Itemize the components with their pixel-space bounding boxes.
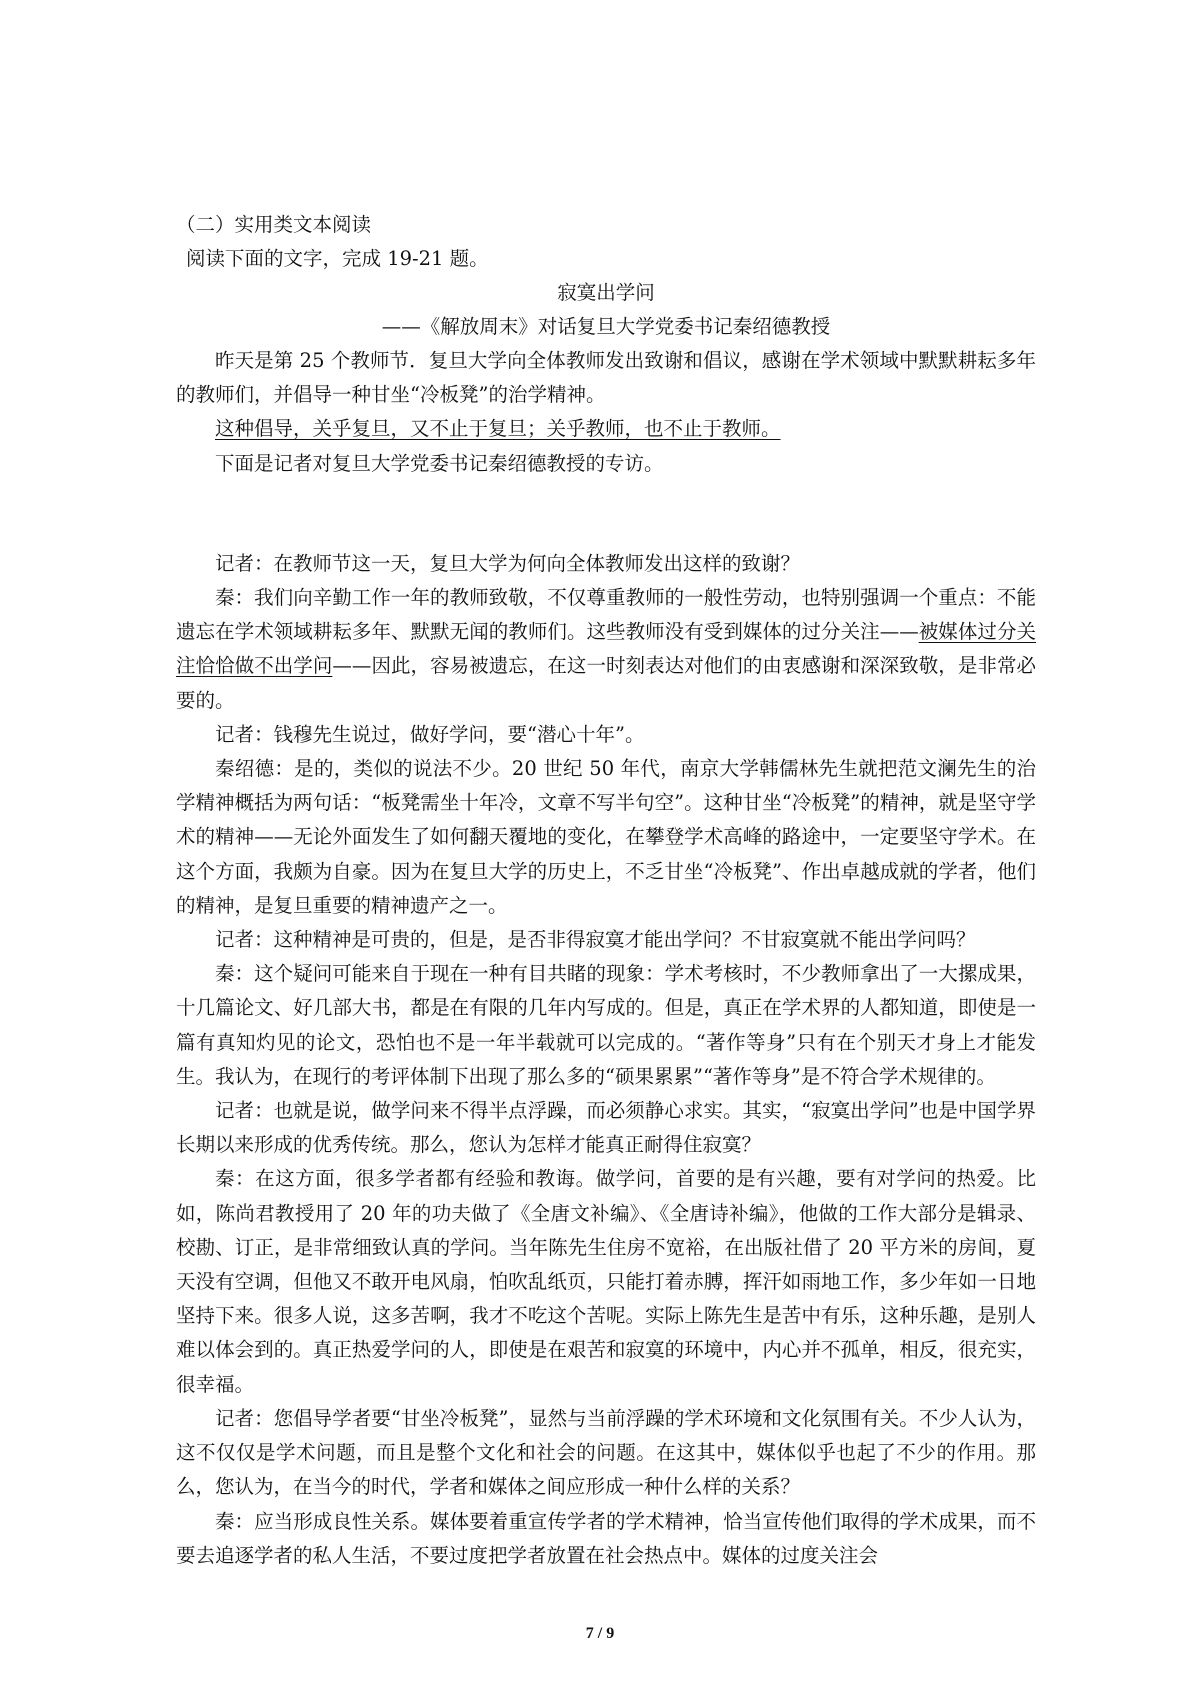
interview-question-5: 记者：您倡导学者要“甘坐冷板凳”，显然与当前浮躁的学术环境和文化氛围有关。不少人认为，这不仅仅是学术问题，而且是整个文化和社会的问题。在这其中，媒体似乎也起了不少的作用。那么，您认为，在当今的时代，学者和媒体之间应形成一种什么样的关系？ bbox=[176, 1406, 1036, 1499]
section-heading: （二）实用类文本阅读 bbox=[176, 213, 372, 236]
interview-answer-5: 秦：应当形成良性关系。媒体要着重宣传学者的学术精神，恰当宣传他们取得的学术成果，而不要去追逐学者的私人生活，不要过度把学者放置在社会热点中。媒体的过度关注会 bbox=[176, 1509, 1036, 1567]
intro-paragraph-1: 昨天是第 25 个教师节．复旦大学向全体教师发出致谢和倡议，感谢在学术领域中默默耕耘多年的教师们，并倡导一种甘坐“冷板凳”的治学精神。 bbox=[176, 349, 1036, 407]
answer-1-text-end: ——因此，容易被遗忘，在这一时刻表达对他们的由衷感谢和深深致敬，是非常必要的。 bbox=[176, 654, 1036, 712]
underlined-sentence: 这种倡导，关乎复旦，又不止于复旦；关乎教师，也不止于教师。 bbox=[215, 417, 781, 441]
article-title: 寂寞出学问 bbox=[557, 281, 655, 304]
intro-paragraph-3: 下面是记者对复旦大学党委书记秦绍德教授的专访。 bbox=[215, 451, 664, 475]
interview-answer-1 bbox=[176, 581, 1036, 718]
page-number: 7 / 9 bbox=[585, 1625, 615, 1642]
blank-gap bbox=[176, 481, 1036, 547]
interview-question-2: 记者：钱穆先生说过，做好学问，要“潜心十年”。 bbox=[215, 722, 645, 746]
interview-answer-2: 秦绍德：是的，类似的说法不少。20 世纪 50 年代，南京大学韩儒林先生就把范文澜先生的治学精神概括为两句话：“板凳需坐十年冷，文章不写半句空”。这种甘坐“冷板凳”的精神，就是坚守学术的精神——无论外面发生了如何翻天覆地的变化，在攀登学术高峰的路途中，一定要坚守学术。在这个方面，我颇为自豪。因为在复旦大学的历史上，不乏甘坐“冷板凳”、作出卓越成就的学者，他们的精神，是复旦重要的精神遗产之一。 bbox=[176, 757, 1036, 917]
intro-paragraph-2 bbox=[176, 412, 1036, 446]
interview-answer-4: 秦：在这方面，很多学者都有经验和教诲。做学问，首要的是有兴趣，要有对学问的热爱。比如，陈尚君教授用了 20 年的功夫做了《全唐文补编》、《全唐诗补编》，他做的工作大部分是辑录、校勘、订正，是非常细致认真的学问。当年陈先生住房不宽裕，在出版社借了 20 平方米的房间，夏天没有空调，但他又不敢开电风扇，怕吹乱纸页，只能打着赤膊，挥汗如雨地工作，多少年如一日地坚持下来。很多人说，这多苦啊，我才不吃这个苦呢。实际上陈先生是苦中有乐，这种乐趣，是别人难以体会到的。真正热爱学问的人，即使是在艰苦和寂寞的环境中，内心并不孤单，相反，很充实，很幸福。 bbox=[176, 1167, 1036, 1396]
article-subtitle: ——《解放周末》对话复旦大学党委书记秦绍德教授 bbox=[381, 315, 831, 338]
interview-question-3: 记者：这种精神是可贵的，但是，是否非得寂寞才能出学问？不甘寂寞就不能出学问吗？ bbox=[215, 928, 976, 952]
answer-1-text-start: 秦：我们向辛勤工作一年的教师致敬，不仅尊重教师的一般性劳动，也特别强调一个重点：不能遗忘在学术领域耕耘多年、默默无闻的教师们。这些教师没有受到媒体的过分关注—— bbox=[176, 586, 1036, 644]
interview-question-4: 记者：也就是说，做学问来不得半点浮躁，而必须静心求实。其实，“寂寞出学问”也是中国学界长期以来形成的优秀传统。那么，您认为怎样才能真正耐得住寂寞？ bbox=[176, 1099, 1036, 1157]
interview-question-1: 记者：在教师节这一天，复旦大学为何向全体教师发出这样的致谢？ bbox=[215, 551, 801, 575]
question-instruction: 阅读下面的文字，完成 19-21 题。 bbox=[186, 247, 489, 270]
document-body bbox=[176, 208, 1036, 1573]
underlined-phrase: 被媒体过分关注恰恰做不出学问 bbox=[176, 620, 1036, 678]
interview-answer-3: 秦：这个疑问可能来自于现在一种有目共睹的现象：学术考核时，不少教师拿出了一大摞成果，十几篇论文、好几部大书，都是在有限的几年内写成的。但是，真正在学术界的人都知道，即使是一篇有真知灼见的论文，恐怕也不是一年半载就可以完成的。“著作等身”只有在个别天才身上才能发生。我认为，在现行的考评体制下出现了那么多的“硕果累累”“著作等身”是不符合学术规律的。 bbox=[176, 962, 1036, 1088]
